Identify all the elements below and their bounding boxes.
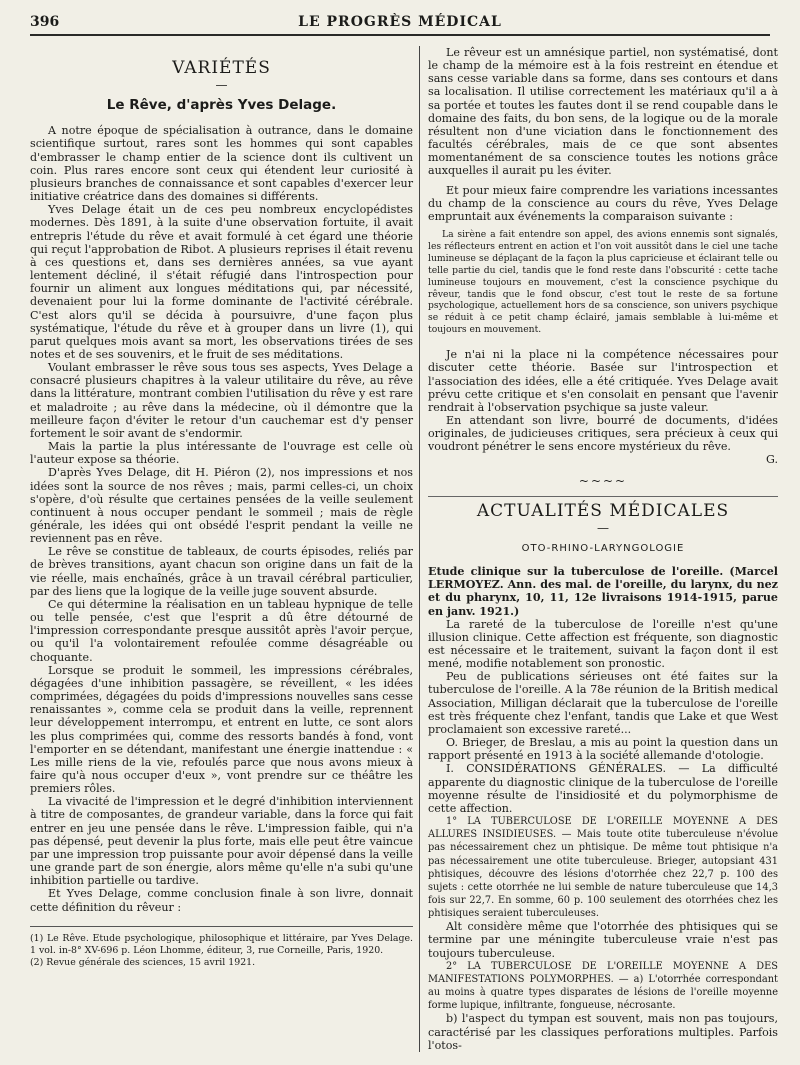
subsection-title: OTO-RHINO-LARYNGOLOGIE [521,542,685,554]
paragraph: Voulant embrasser le rêve sous tous ses aspects, Yves Delage a consacré plusieurs chapitres à la valeur utilitaire du rêve, au rêve dans la littérature, montrant combien l'utilisation du rêve y est rare et maladroite ; au rêve dans la médecine, où il démontre que la meilleure façon d'éviter le retour d'un cauchemar est d'y penser fortement le soir avant de s'endormir. [30,361,413,440]
paragraph: Ce qui détermine la réalisation en un tableau hypnique de telle ou telle pensée, c'est que l'esprit a dû être détourné de l'impression correspondante presque aussitôt après l'avoir perçue, ou qu'il l'a volontairement refoulée comme désagréable ou choquante. [30,597,413,664]
paragraph: Peu de publications sérieuses ont été faites sur la tuberculose de l'oreille. A la 78e réunion de la British medical Association, Milligan déclarait que la tuberculose de l'oreille est très fréquente chez l'enfant, tandis que Lake et que West proclamaient son excessive rareté... [428,670,778,736]
paragraph: Je n'ai ni la place ni la compétence nécessaires pour discuter cette théorie. Basée sur l'introspection et l'association des idées, elle a été critiquée. Yves Delage avait prévu cette critique et s'en consolait en pensant que l'avenir rendrait à l'observation psychique sa juste valeur. [428,348,778,414]
title-dash: — [215,78,228,93]
left-column [30,46,413,970]
paragraph: D'après Yves Delage, dit H. Piéron (2), nos impressions et nos idées sont la source de nos rêves ; mais, parmi celles-ci, un choix s'opère, d'où résulte que certaines pensées de la veille seulement continuent à nous occuper pendant le sommeil ; mais de règle générale, les idées qui ont obsédé l'esprit pendant la veille ne reviennent pas en rêve. [30,466,413,546]
paragraph: Yves Delage était un de ces peu nombreux encyclopédistes modernes. Dès 1891, à la suite d'une observation fortuite, il avait entrepris l'étude du rêve et avait formulé à cet égard une théorie qui reçut l'approbation de Ribot. A plusieurs reprises il était revenu à ces questions et, dans ses dernières années, sa vue ayant lentement décliné, il s'était réfugié dans l'introspection pour fournir un aliment aux longues méditations qui, par nécessité, devenaient pour lui la forme dominante de l'activité cérébrale. C'est alors qu'il se décida à poursuivre, d'une façon plus systématique, l'étude du rêve et à grouper dans un livre (1), qui parut quelques mois avant sa mort, les observations tirées de ses notes et de ses souvenirs, et le fruit de ses méditations. [30,203,413,361]
article-title: Le Rêve, d'après Yves Delage. [106,97,337,114]
paragraph: La rareté de la tuberculose de l'oreille n'est qu'une illusion clinique. Cette affection est fréquente, son diagnostic est nécessaire et le traitement, suivant la façon dont il est mené, modifie notablement son pronostic. [428,617,778,671]
section-rule [428,496,778,497]
section-title-actualites: ACTUALITÉS MÉDICALES [476,500,730,521]
paragraph: O. Brieger, de Breslau, a mis au point la question dans un rapport présenté en 1913 à la société allemande d'otologie. [428,736,778,763]
paragraph: Mais la partie la plus intéressante de l'ouvrage est celle où l'auteur expose sa théorie. [30,440,413,467]
paragraph: I. CONSIDÉRATIONS GÉNÉRALES. — La difficulté apparente du diagnostic clinique de la tuberculose de l'oreille moyenne résulte de l'insidiosité et du polymorphisme de cette affection. [428,762,778,815]
paragraph: Lorsque se produit le sommeil, les impressions cérébrales, dégagées d'une inhibition passagère, se réveillent, « les idées comprimées, dégagées du poids d'impressions nouvelles sans cesse renaissantes », comme cela se produit dans la veille, reprennent leur développement interrompu, et entrent en lutte, ce sont alors les plus comprimées qui, comme des ressorts bandés à fond, vont l'emporter en se détendant, manifestant une énergie inattendue : « Les mille riens de la vie, refoulés parce que nous avons mieux à faire qu'à nous occuper d'eux », vont prendre sur ce théâtre les premiers rôles. [30,663,413,796]
paragraph: 2° LA TUBERCULOSE DE L'OREILLE MOYENNE A DES MANIFESTATIONS POLYMORPHES. — a) L'otorrhée correspondant au moins à quatre types disparates de lésions de l'oreille moyenne forme lupique, infiltrante, fongueuse, nécrosante. [428,960,778,1012]
paragraph: b) l'aspect du tympan est souvent, mais non pas toujours, caractérisé par les classiques perforations multiples. Parfois l'otos- [428,1012,778,1052]
journal-title: LE PROGRÈS MÉDICAL [298,14,502,30]
footnotes [30,926,413,970]
paragraph: Et Yves Delage, comme conclusion finale à son livre, donnait cette définition du rêveur : [30,887,413,914]
paragraph: 1° LA TUBERCULOSE DE L'OREILLE MOYENNE A DES ALLURES INSIDIEUSES. — Mais toute otite tuberculeuse n'évolue pas nécessairement chez un phtisique. De même tout phtisique n'a pas nécessairement une otite tuberculeuse. Brieger, autopsiant 431 phtisiques, découvre des lésions d'otorrhée chez 22,7 p. 100 des sujets : cette otorrhée ne lui semble de nature tuberculeuse que 14,3 fois sur 22,7. En somme, 60 p. 100 seulement des otorrhées chez les phtisiques seraient tuberculeuses. [428,816,778,920]
page-number: 396 [30,14,60,30]
paragraph: Le rêveur est un amnésique partiel, non systématisé, dont le champ de la mémoire est à la fois restreint en étendue et sans cesse variable dans sa forme, dans ses contours et dans sa localisation. Il utilise correctement les matériaux qu'il a à sa portée et toutes les fautes dont il se rend coupable dans le domaine des faits, du bon sens, de la logique ou de la morale résultent non d'une viciation dans le fonctionnement des facultés cérébrales, mais de ce que sont absentes momentanément de sa conscience toutes les notions grâce auxquelles il aurait pu les éviter. [428,46,778,178]
quote-block: La sirène a fait entendre son appel, des avions ennemis sont signalés, les réflecteurs entrent en action et l'on voit aussitôt dans le ciel une tache lumineuse se déplaçant de la façon la plus capricieuse et éclairant telle ou telle partie du ciel, tandis que le fond reste dans l'obscurité : cette tache lumineuse toujours en mouvement, c'est la conscience psychique du rêveur, tandis que le fond obscur, c'est tout le reste de sa fortune psychologique, actuellement hors de sa conscience, son univers psychique se réduit à ce petit champ éclairé, jamais semblable à lui-même et toujours en mouvement. [428,229,778,336]
paragraph: A notre époque de spécialisation à outrance, dans le domaine scientifique surtout, rares sont les hommes qui sont capables d'embrasser le champ entier de la science dont ils cultivent un coin. Plus rares encore sont ceux qui étendent leur curiosité à plusieurs branches de connaissance et sont capables d'exercer leur initiative créatrice dans des domaines si différents. [30,124,413,204]
signature: G. [766,453,778,467]
right-column [428,46,778,1052]
article-heading: Etude clinique sur la tuberculose de l'oreille. (Marcel LERMOYEZ. Ann. des mal. de l'oreille, du larynx, du nez et du pharynx, 10, 11, 12e livraisons 1914-1915, parue en janv. 1921.) [428,565,778,618]
ornament: ~~~~ [578,473,628,488]
paragraph: Alt considère même que l'otorrhée des phtisiques qui se termine par une méningite tuberculeuse vraie n'est pas toujours tuberculeuse. [428,920,778,960]
column-divider [419,46,420,1052]
title-dash: — [597,520,609,535]
paragraph: Le rêve se constitue de tableaux, de courts épisodes, reliés par de brèves transitions, ayant chacun son origine dans un fait de la vie réelle, mais enchaînés, grâce à un travail cérébral particulier, par des liens que la logique de la veille juge souvent absurde. [30,545,413,598]
page-header [30,14,770,36]
paragraph: En attendant son livre, bourré de documents, d'idées originales, de judicieuses critiques, sera précieux à ceux qui voudront pénétrer le sens encore mystérieux du rêve. [428,413,778,454]
section-title-varietes: VARIÉTÉS [172,58,271,78]
paragraph: La vivacité de l'impression et le degré d'inhibition interviennent à titre de composantes, de grandeur variable, dans la force qui fait entrer en jeu une pensée dans le rêve. L'impression faible, qui n'a pas dépensé, peut devenir la plus forte, mais elle peut être vaincue par une impression trop puissante pour avoir dépensé dans la veille une grande part de son énergie, alors même qu'elle n'a subi qu'une inhibition partielle ou tardive. [30,795,413,888]
footnote: (2) Revue générale des sciences, 15 avril 1921. [30,957,256,969]
paragraph: Et pour mieux faire comprendre les variations incessantes du champ de la conscience au cours du rêve, Yves Delage empruntait aux événements la comparaison suivante : [428,183,778,223]
footnote: (1) Le Rêve. Etude psychologique, philosophique et littéraire, par Yves Delage. 1 vol. in-8° XV-696 p. Léon Lhomme, éditeur, 3, rue Corneille, Paris, 1920. [30,932,413,956]
